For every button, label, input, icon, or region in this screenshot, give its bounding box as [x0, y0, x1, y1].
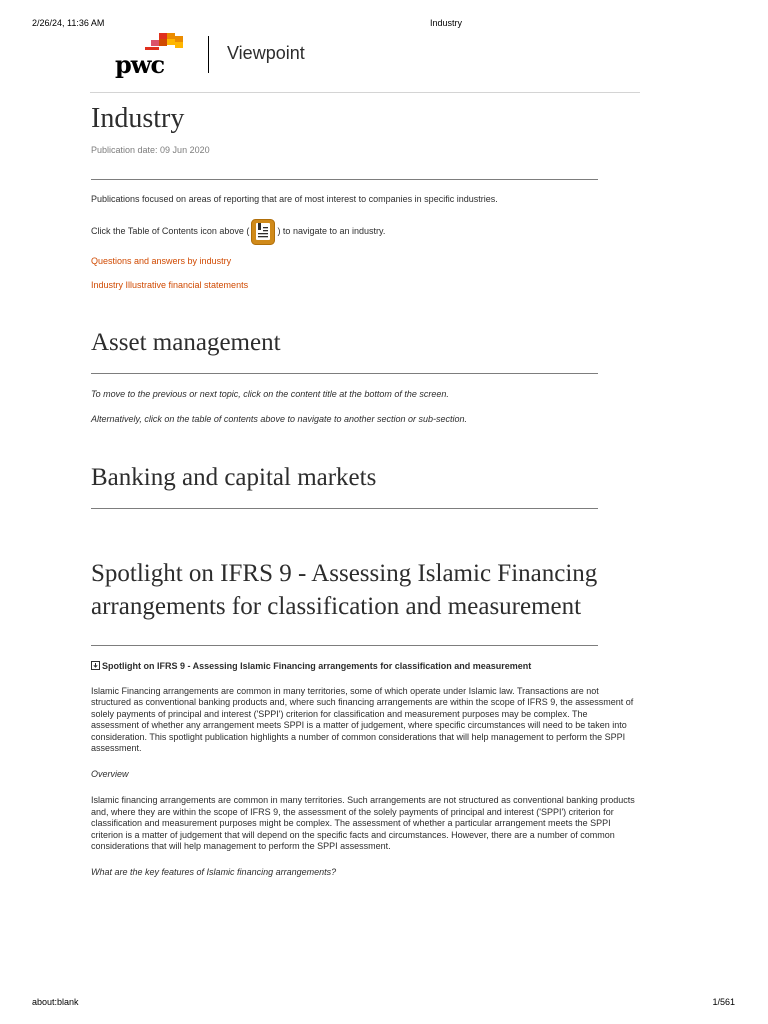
navigation-note-alt: Alternatively, click on the table of contents above to navigate to another section or sub-section. — [91, 414, 468, 424]
pwc-logo-text: pwc — [115, 50, 165, 79]
table-of-contents-icon[interactable] — [251, 219, 275, 245]
section-title-spotlight: Spotlight on IFRS 9 - Assessing Islamic Financing arrangements for classification and measurement — [91, 559, 598, 620]
download-link[interactable] — [91, 661, 631, 671]
page-title: Industry — [91, 103, 185, 134]
site-header — [113, 32, 313, 77]
link-illustrative-statements[interactable]: Industry Illustrative financial statements — [91, 279, 249, 290]
header-divider — [90, 92, 640, 93]
logo-divider — [208, 36, 209, 73]
title-divider — [91, 179, 598, 180]
toc-instruction — [91, 218, 631, 246]
section-divider — [91, 645, 598, 646]
toc-instruction-after: ) to navigate to an industry. — [277, 225, 386, 236]
section-title-banking: Banking and capital markets — [91, 463, 377, 491]
download-icon — [91, 661, 100, 670]
intro-text: Publications focused on areas of reporting that are of most interest to companies in specific industries. — [91, 194, 498, 204]
key-features-question: What are the key features of Islamic financing arrangements? — [91, 866, 337, 877]
overview-heading: Overview — [91, 768, 129, 779]
download-link-label: Spotlight on IFRS 9 - Assessing Islamic Financing arrangements for classification and measurement — [102, 660, 532, 671]
product-name[interactable]: Viewpoint — [227, 43, 305, 63]
publication-date: Publication date: 09 Jun 2020 — [91, 145, 210, 155]
section-divider — [91, 373, 598, 374]
toc-instruction-before: Click the Table of Contents icon above ( — [91, 225, 250, 236]
section-title-asset-management: Asset management — [91, 328, 281, 356]
print-url: about:blank — [32, 997, 79, 1007]
print-page-number: 1/561 — [712, 997, 735, 1007]
spotlight-intro-paragraph: Islamic Financing arrangements are common in many territories, some of which operate under Islamic law. Transactions are not structured as conventional banking products and, where such financing arrangements are within the scope of IFRS 9, the assessment of solely payments of principal and interest ('SPPI') criterion for classification and measurement purposes may be complex. The assessment of whether any arrangement meets SPPI is a matter of judgement, where specific circumstances will need to be taken into consideration. This spotlight publication highlights a number of common considerations that will help management to perform the SPPI assessment. — [91, 685, 634, 753]
section-divider — [91, 508, 598, 509]
navigation-note: To move to the previous or next topic, click on the content title at the bottom of the screen. — [91, 388, 449, 399]
print-title: Industry — [429, 18, 462, 28]
overview-paragraph: Islamic financing arrangements are common in many territories. Such arrangements are not structured as conventional banking products and, where they are within the scope of IFRS 9, the assessment of the solely payments of principal and interest ('SPPI') criterion for classification and measurement purposes might be complex. The assessment of whether a particular arrangement meets the SPPI criterion is a matter of judgement that will depend on the specific facts and circumstances. However, there are a number of common considerations that will help management to perform the SPPI assessment. — [91, 795, 635, 851]
main-content — [91, 100, 635, 878]
print-datetime: 2/26/24, 11:36 AM — [32, 18, 105, 28]
link-questions-and-answers[interactable]: Questions and answers by industry — [91, 255, 232, 266]
